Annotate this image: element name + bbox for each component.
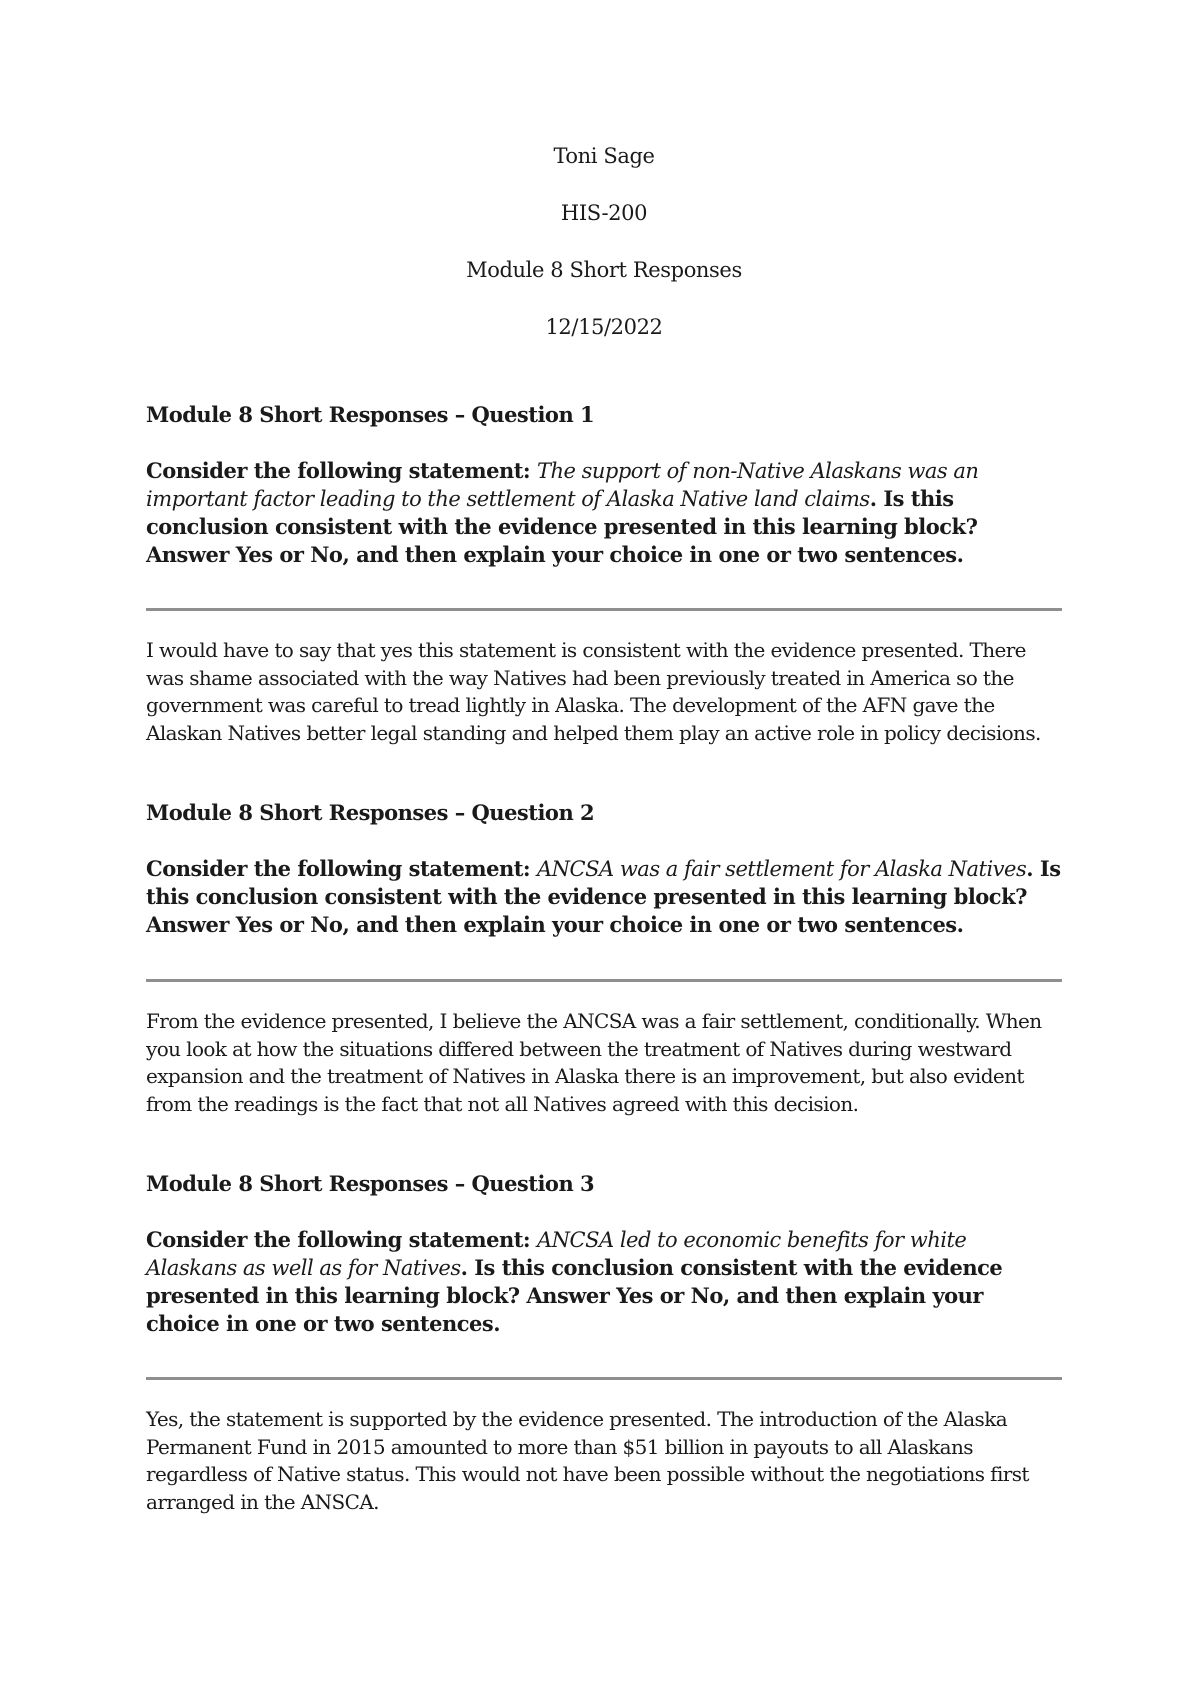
prompt-tail: . Is this conclusion consistent with the evidence presented in this learning block? Answer Yes or No, and then explain your choice in one or two sentences. [146, 856, 1061, 937]
question-heading: Module 8 Short Responses – Question 1 [146, 402, 595, 427]
prompt-lead: Consider the following statement: [146, 856, 537, 881]
prompt-lead: Consider the following statement: [146, 458, 537, 483]
document-header [146, 144, 1062, 339]
question-heading: Module 8 Short Responses – Question 2 [146, 800, 595, 825]
answer-text: Yes, the statement is supported by the evidence presented. The introduction of the Alaska Permanent Fund in 2015 amounted to more than $51 billion in payouts to all Alaskans regardless of Native status. This would not have been possible without the negotiations first arranged in the ANSCA. [146, 1407, 1029, 1514]
prompt-statement: ANCSA led to economic benefits for white Alaskans as well as for Natives [146, 1228, 967, 1280]
question-section-3 [146, 1170, 1062, 1516]
course-code: HIS-200 [560, 201, 648, 225]
prompt-statement: ANCSA was a fair settlement for Alaska Natives [536, 857, 1027, 881]
question-section-2 [146, 799, 1062, 1118]
document-title: Module 8 Short Responses [466, 258, 742, 282]
author-name: Toni Sage [553, 144, 655, 168]
section-divider [146, 979, 1062, 982]
question-prompt [146, 1226, 1062, 1338]
prompt-tail: . Is this conclusion consistent with the evidence presented in this learning block? Answer Yes or No, and then explain your choice in one or two sentences. [146, 1255, 1003, 1336]
prompt-lead: Consider the following statement: [146, 1227, 537, 1252]
document-date: 12/15/2022 [545, 315, 663, 339]
prompt-tail: . Is this conclusion consistent with the evidence presented in this learning block? Answer Yes or No, and then explain your choice in one or two sentences. [146, 486, 978, 567]
answer-text: I would have to say that yes this statement is consistent with the evidence presented. There was shame associated with the way Natives had been previously treated in America so the government was careful to tread lightly in Alaska. The development of the AFN gave the Alaskan Natives better legal standing and helped them play an active role in policy decisions. [146, 638, 1041, 745]
question-heading: Module 8 Short Responses – Question 3 [146, 1171, 595, 1196]
section-divider [146, 608, 1062, 611]
question-section-1 [146, 401, 1062, 747]
answer-text: From the evidence presented, I believe the ANCSA was a fair settlement, conditionally. When you look at how the situations differed between the treatment of Natives during westward expansion and the treatment of Natives in Alaska there is an improvement, but also evident from the readings is the fact that not all Natives agreed with this decision. [146, 1009, 1042, 1116]
prompt-statement: The support of non-Native Alaskans was an important factor leading to the settlement of Alaska Native land claims [146, 459, 979, 511]
question-prompt [146, 855, 1062, 939]
question-prompt [146, 457, 1062, 569]
section-divider [146, 1377, 1062, 1380]
